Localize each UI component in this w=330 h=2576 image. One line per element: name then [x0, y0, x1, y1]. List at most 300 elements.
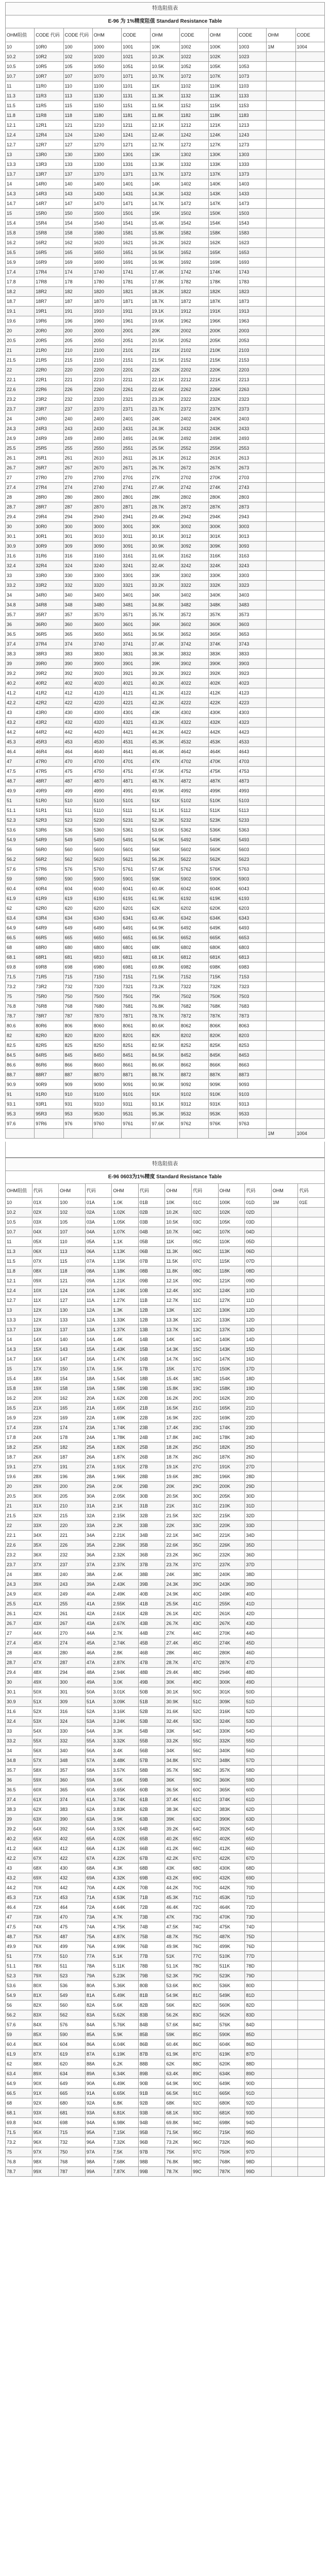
table-cell: 28K — [165, 1648, 192, 1658]
table-cell — [298, 2128, 325, 2138]
table-cell: 41.2 — [6, 1844, 32, 1854]
table-cell: 953K — [208, 1109, 237, 1119]
table-cell: 26X — [32, 1452, 59, 1462]
table-cell: 412K — [218, 1844, 245, 1854]
table-cell: 10D — [245, 1286, 272, 1296]
table-cell: 1300 — [92, 150, 121, 160]
table-cell: 3.9K — [112, 1815, 139, 1824]
table-cell: 04A — [85, 1227, 112, 1237]
table-cell: 287K — [218, 1658, 245, 1668]
table-cell: 10.5K — [151, 62, 179, 72]
table-cell: 715K — [208, 972, 237, 982]
table-row — [6, 816, 325, 825]
table-cell: 1650 — [92, 248, 121, 258]
table-cell: 1M — [267, 1129, 295, 1139]
table-cell: 390 — [59, 1815, 86, 1824]
table-cell: 72B — [138, 1903, 165, 1912]
table-cell: 1430 — [92, 189, 121, 199]
table-cell: 562 — [59, 2010, 86, 2020]
table-cell — [267, 1050, 295, 1060]
table-cell — [267, 845, 295, 855]
table-cell: 16R2 — [35, 238, 63, 248]
table-cell — [267, 551, 295, 561]
table-cell: 43D — [245, 1619, 272, 1629]
table-cell: 37A — [85, 1560, 112, 1570]
table-cell: 59B — [138, 1775, 165, 1785]
resistance-table-2 — [5, 1183, 325, 2177]
table-cell: 324K — [208, 561, 237, 571]
table-cell: 10.2 — [6, 52, 35, 62]
table-cell: 909 — [63, 1080, 92, 1090]
table-row — [6, 1472, 325, 1482]
table-cell: 94C — [192, 2118, 219, 2128]
table-cell: 23D — [245, 1423, 272, 1433]
table-cell: 301K — [208, 532, 237, 541]
table-cell: 57R6 — [35, 865, 63, 874]
table-cell: 05X — [32, 1237, 59, 1247]
table-cell: 26C — [192, 1452, 219, 1462]
column-header: OHM — [271, 1184, 298, 1198]
table-cell — [295, 825, 324, 835]
table-cell: 32.4K — [151, 561, 179, 571]
table-cell: 22.1K — [165, 1531, 192, 1540]
table-cell: 53.6 — [6, 1981, 32, 1991]
table-cell: 10.2K — [165, 1208, 192, 1217]
table-cell: 1181 — [122, 111, 151, 121]
table-cell: 3743 — [238, 639, 267, 649]
table-cell: 37.4K — [151, 639, 179, 649]
table-cell: 732K — [218, 2138, 245, 2147]
table-cell: 91 — [6, 1090, 35, 1099]
table-cell: 35D — [245, 1540, 272, 1550]
table-cell: 63.4K — [151, 913, 179, 923]
table-cell: 53B — [138, 1717, 165, 1726]
table-cell: 13.7 — [6, 1325, 32, 1335]
table-cell: 56B — [138, 1746, 165, 1756]
table-cell: 392K — [208, 669, 237, 679]
table-cell: 54.9 — [6, 1991, 32, 2001]
table-cell: 1.18K — [112, 1266, 139, 1276]
table-cell: 13.3K — [165, 1315, 192, 1325]
table-cell — [298, 2040, 325, 2049]
table-cell: 4873 — [238, 776, 267, 786]
table-cell: 1.24K — [112, 1286, 139, 1296]
table-cell: 243K — [218, 1580, 245, 1589]
table-cell: 13X — [32, 1325, 59, 1335]
table-cell: 44.2K — [151, 727, 179, 737]
table-cell: 6190 — [92, 894, 121, 904]
table-cell: 4020 — [92, 679, 121, 688]
table-cell: 604K — [208, 884, 237, 894]
table-cell: 806K — [208, 1021, 237, 1031]
table-cell: 499K — [218, 1942, 245, 1952]
table-cell: 270 — [63, 473, 92, 483]
table-cell: 78X — [32, 1961, 59, 1971]
table-cell: 17D — [245, 1364, 272, 1374]
table-cell: 360 — [63, 620, 92, 630]
table-row — [6, 111, 325, 121]
table-cell: 191 — [59, 1462, 86, 1472]
table-cell: 5600 — [92, 845, 121, 855]
table-cell: 4120 — [92, 688, 121, 698]
table-cell — [267, 532, 295, 541]
table-cell: 140K — [218, 1335, 245, 1345]
table-cell: 2100 — [92, 346, 121, 355]
table-cell: 02X — [32, 1208, 59, 1217]
table-cell: 42.2 — [6, 1854, 32, 1863]
table-cell: 60D — [245, 1785, 272, 1795]
table-cell: 3163 — [238, 551, 267, 561]
table-cell: 14B — [138, 1335, 165, 1345]
table-cell — [271, 1736, 298, 1746]
table-cell: 4.22K — [112, 1854, 139, 1863]
table-cell: 89C — [192, 2069, 219, 2079]
table-cell: 2551 — [122, 444, 151, 453]
table-cell: 69X — [32, 1873, 59, 1883]
table-cell: 107 — [59, 1227, 86, 1237]
table-cell: 22B — [138, 1413, 165, 1423]
table-cell: 32.4 — [6, 1717, 32, 1726]
table-cell: 57.6K — [165, 2020, 192, 2030]
table-row — [6, 630, 325, 639]
table-cell — [298, 2147, 325, 2157]
table-row — [6, 2167, 325, 2177]
table-cell: 6.49K — [112, 2079, 139, 2089]
table-cell: 80B — [138, 1981, 165, 1991]
table-cell: 15.4K — [165, 1374, 192, 1384]
table-row — [6, 581, 325, 590]
table-cell: 5360 — [92, 825, 121, 835]
table-cell: 49C — [192, 1677, 219, 1687]
table-cell: 99B — [138, 2167, 165, 2177]
table-cell: 4423 — [238, 727, 267, 737]
table-cell: 21.5 — [6, 1511, 32, 1521]
table-cell: 2743 — [238, 483, 267, 493]
table-cell: 825K — [208, 1041, 237, 1050]
table-cell — [271, 1942, 298, 1952]
table-cell: 68K — [165, 2098, 192, 2108]
table-cell — [298, 2157, 325, 2167]
table-cell: 63.4K — [165, 2069, 192, 2079]
table-cell — [271, 1560, 298, 1570]
table-cell: 200 — [63, 326, 92, 336]
table-cell: 68R1 — [35, 953, 63, 962]
table-cell: 14.7 — [6, 1354, 32, 1364]
table-cell: 2.1K — [112, 1501, 139, 1511]
table-cell: 4751 — [122, 767, 151, 776]
table-cell: 41X — [32, 1599, 59, 1609]
table-cell: 43.2 — [6, 718, 35, 727]
table-cell: 402K — [208, 679, 237, 688]
table-cell: 75K — [151, 992, 179, 1002]
table-cell: 24.3 — [6, 1580, 32, 1589]
table-cell: 1.21K — [112, 1276, 139, 1286]
table-cell — [267, 835, 295, 845]
table-cell: 11C — [192, 1296, 219, 1306]
table-cell — [295, 913, 324, 923]
table-cell: 10.5K — [165, 1217, 192, 1227]
table-cell: 3601 — [122, 620, 151, 630]
table-cell — [298, 1766, 325, 1775]
table-row — [6, 52, 325, 62]
table-cell: 1051 — [122, 62, 151, 72]
table-cell: 866 — [63, 1060, 92, 1070]
table-cell: 121K — [208, 121, 237, 130]
table-cell — [271, 1374, 298, 1384]
table-cell: 3.09K — [112, 1697, 139, 1707]
table-cell: 48.7K — [151, 776, 179, 786]
table-cell — [295, 346, 324, 355]
table-cell: 24.3K — [151, 424, 179, 434]
table-cell: 15K — [151, 209, 179, 218]
table-cell: 79D — [245, 1971, 272, 1981]
table-cell: 2153 — [238, 355, 267, 365]
table-cell: 33C — [192, 1521, 219, 1531]
table-cell: 04C — [192, 1227, 219, 1237]
table-cell: 3093 — [238, 541, 267, 551]
table-cell: 24R9 — [35, 434, 63, 444]
table-cell: 37.4 — [6, 639, 35, 649]
table-cell: 37R4 — [35, 639, 63, 649]
table-cell: 15D — [245, 1345, 272, 1354]
table-cell: 1070 — [92, 72, 121, 81]
table-cell: 62 — [6, 904, 35, 913]
table-cell — [267, 630, 295, 639]
table-cell: 01X — [32, 1198, 59, 1208]
table-cell: 30K — [165, 1677, 192, 1687]
table-cell: 1003 — [238, 42, 267, 52]
table-cell: 5901 — [122, 874, 151, 884]
table-cell — [295, 277, 324, 287]
table-cell — [271, 1550, 298, 1560]
table-cell: 17R8 — [35, 277, 63, 287]
table-cell: 715 — [63, 972, 92, 982]
table-cell: 12R1 — [35, 121, 63, 130]
table-cell: 55C — [192, 1736, 219, 1746]
table-cell: 91R0 — [35, 1090, 63, 1099]
table-cell: 01A — [85, 1198, 112, 1208]
table-cell: 09B — [138, 1276, 165, 1286]
table-cell: 324 — [63, 561, 92, 571]
table-cell: 105 — [63, 62, 92, 72]
table-cell: 210 — [63, 346, 92, 355]
table-cell: 30.1K — [151, 532, 179, 541]
table-cell: 99D — [245, 2167, 272, 2177]
table-row — [6, 1011, 325, 1021]
table-cell: 698 — [59, 2118, 86, 2128]
table-cell — [298, 1844, 325, 1854]
table-cell — [267, 962, 295, 972]
table-cell: 27R4 — [35, 483, 63, 493]
table-row — [6, 972, 325, 982]
table-cell: 33K — [165, 1726, 192, 1736]
table-cell: 92D — [245, 2098, 272, 2108]
column-header: 代码 — [138, 1184, 165, 1198]
table-cell: 47A — [85, 1658, 112, 1668]
table-cell: 226 — [59, 1540, 86, 1550]
table-cell: 422 — [59, 1854, 86, 1863]
table-cell: 3160 — [92, 551, 121, 561]
table-cell: 27K — [151, 473, 179, 483]
table-cell — [298, 1237, 325, 1247]
table-cell: 237K — [208, 404, 237, 414]
table-cell: 392 — [59, 1824, 86, 1834]
table-cell: 12.1 — [6, 121, 35, 130]
table-row — [6, 1462, 325, 1472]
table-cell: 18D — [245, 1374, 272, 1384]
table-row — [6, 933, 325, 943]
table-cell: 3.0K — [112, 1677, 139, 1687]
table-cell: 5.36K — [112, 1981, 139, 1991]
table-cell: 15 — [6, 1364, 32, 1374]
table-cell: 4530 — [92, 737, 121, 747]
table-cell: 21 — [6, 1501, 32, 1511]
table-cell: 24 — [6, 414, 35, 424]
table-cell — [271, 1335, 298, 1345]
table-row — [6, 199, 325, 209]
table-cell: 1372 — [179, 170, 208, 179]
table-cell: 37.4 — [6, 1795, 32, 1805]
table-cell — [295, 473, 324, 483]
table-cell: 15B — [138, 1345, 165, 1354]
table-cell: 02A — [85, 1208, 112, 1217]
table-cell: 76B — [138, 1942, 165, 1952]
table-row — [6, 522, 325, 532]
table-cell — [271, 1521, 298, 1531]
table-cell: 59D — [245, 1775, 272, 1785]
table-cell — [267, 101, 295, 111]
table-cell: 1402 — [179, 179, 208, 189]
table-cell: 92X — [32, 2098, 59, 2108]
table-cell: 72D — [245, 1903, 272, 1912]
table-row — [6, 1658, 325, 1668]
table-cell: 17.8 — [6, 1433, 32, 1443]
table-row — [6, 277, 325, 287]
table-cell: 41.2K — [165, 1844, 192, 1854]
table-cell: 1693 — [238, 258, 267, 267]
table-cell — [295, 62, 324, 72]
table-cell: 04X — [32, 1227, 59, 1237]
table-cell: 4872 — [179, 776, 208, 786]
table-cell: 12C — [192, 1306, 219, 1315]
table-cell: 33R2 — [35, 581, 63, 590]
table-cell: 14.3K — [151, 189, 179, 199]
table-cell — [298, 1247, 325, 1257]
table-cell: 50D — [245, 1687, 272, 1697]
table-cell: 383K — [208, 649, 237, 659]
table-cell: 464 — [59, 1903, 86, 1912]
table-cell: 200 — [59, 1482, 86, 1492]
table-cell: 02C — [192, 1208, 219, 1217]
table-cell: 8661 — [122, 1060, 151, 1070]
table-row — [6, 2118, 325, 2128]
table-cell: 48X — [32, 1668, 59, 1677]
table-cell: 681 — [59, 2108, 86, 2118]
table-cell: 34K — [151, 590, 179, 600]
table-cell: 40B — [138, 1589, 165, 1599]
table-cell: 590K — [208, 874, 237, 884]
table-cell: 1433 — [238, 189, 267, 199]
table-cell — [267, 199, 295, 209]
table-cell — [267, 913, 295, 923]
table-cell: 83A — [85, 2010, 112, 2020]
table-cell: 7870 — [92, 1011, 121, 1021]
table-cell: 147 — [63, 199, 92, 209]
table-row — [6, 1560, 325, 1570]
table-cell: 562K — [208, 855, 237, 865]
table-cell — [271, 1922, 298, 1932]
table-cell: 79C — [192, 1971, 219, 1981]
table-cell: 1472 — [179, 199, 208, 209]
table-cell: 84D — [245, 2020, 272, 2030]
table-cell: 5900 — [92, 874, 121, 884]
table-row — [6, 1903, 325, 1912]
table-cell: 71R5 — [35, 972, 63, 982]
table-cell: 11.5K — [151, 101, 179, 111]
table-row — [6, 679, 325, 688]
table-cell: 50A — [85, 1687, 112, 1697]
table-cell: 43.2 — [6, 1873, 32, 1883]
table-cell: 62C — [192, 1805, 219, 1815]
table-cell: 5492 — [179, 835, 208, 845]
column-header: OHM阻值 — [6, 1184, 32, 1198]
table-cell: 23R7 — [35, 404, 63, 414]
table-cell: 9091 — [122, 1080, 151, 1090]
table-cell: 4.02K — [112, 1834, 139, 1844]
table-cell: 332 — [59, 1736, 86, 1746]
table-cell: 19X — [32, 1384, 59, 1394]
table-cell: 330K — [208, 571, 237, 581]
table-cell: 1073 — [238, 72, 267, 81]
table-cell: 6813 — [238, 953, 267, 962]
table-cell: 28D — [245, 1472, 272, 1482]
table-cell: 68 — [6, 943, 35, 953]
table-cell: 1652 — [179, 248, 208, 258]
table-cell: 7.32K — [112, 2138, 139, 2147]
table-cell: 665K — [218, 2089, 245, 2098]
table-cell: 2370 — [92, 404, 121, 414]
table-cell: 1912 — [179, 307, 208, 316]
table-cell: 10.7 — [6, 72, 35, 81]
table-cell: 309K — [208, 541, 237, 551]
table-cell: 9093 — [238, 1080, 267, 1090]
table-cell — [271, 2098, 298, 2108]
table-cell: 115K — [218, 1257, 245, 1266]
table-cell — [267, 806, 295, 816]
table-cell: 63R4 — [35, 913, 63, 923]
table-cell — [267, 463, 295, 473]
table-cell: 1150 — [92, 101, 121, 111]
table-row — [6, 2128, 325, 2138]
table-cell: 77C — [192, 1952, 219, 1961]
table-cell: 402 — [63, 679, 92, 688]
table-cell: 29R4 — [35, 512, 63, 522]
table-cell — [298, 1785, 325, 1795]
table-cell: 470K — [218, 1912, 245, 1922]
table-row — [6, 1746, 325, 1756]
table-cell: 39K — [151, 659, 179, 669]
table-cell: 46A — [85, 1648, 112, 1658]
table-row — [6, 297, 325, 307]
table-cell: 5.23K — [112, 1971, 139, 1981]
table-cell — [295, 414, 324, 424]
table-cell: 87A — [85, 2049, 112, 2059]
table-cell — [295, 444, 324, 453]
table-cell: 6811 — [122, 953, 151, 962]
table-cell: 29.4K — [165, 1668, 192, 1677]
table-cell — [295, 933, 324, 943]
table-row — [6, 2020, 325, 2030]
